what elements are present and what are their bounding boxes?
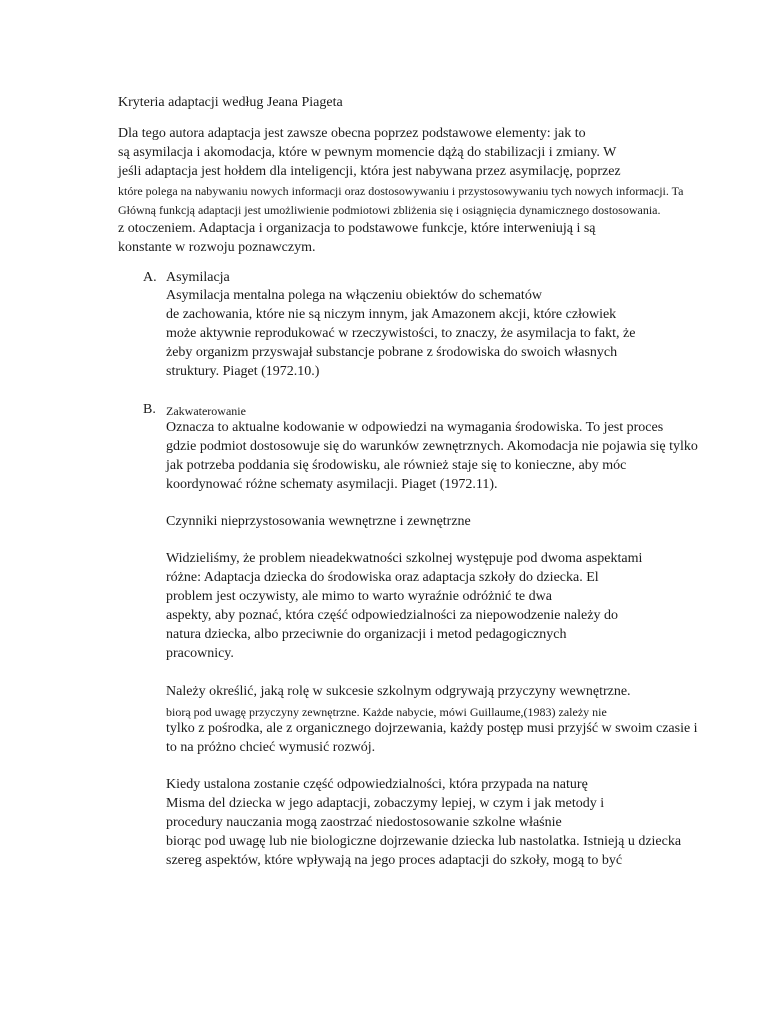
section-a-heading: Asymilacja xyxy=(166,270,230,285)
section-b-line: jak potrzeba poddania się środowisku, ale również staje się to konieczne, aby móc xyxy=(166,458,627,473)
paragraph-line: różne: Adaptacja dziecka do środowiska oraz adaptacja szkoły do dziecka. El xyxy=(166,570,599,585)
document-title: Kryteria adaptacji według Jeana Piageta xyxy=(118,95,343,110)
section-b-heading: Zakwaterowanie xyxy=(166,404,246,418)
section-b-line: gdzie podmiot dostosowuje się do warunków zewnętrznych. Akomodacja nie pojawia się tylko xyxy=(166,439,698,454)
section-a-line: Asymilacja mentalna polega na włączeniu obiektów do schematów xyxy=(166,288,542,303)
paragraph-line: Należy określić, jaką rolę w sukcesie szkolnym odgrywają przyczyny wewnętrzne. xyxy=(166,684,631,699)
intro-line: są asymilacja i akomodacja, które w pewnym momencie dążą do stabilizacji i zmiany. W xyxy=(118,145,617,160)
section-a-marker: A. xyxy=(143,270,157,285)
paragraph-line: Kiedy ustalona zostanie część odpowiedzialności, która przypada na naturę xyxy=(166,777,588,792)
intro-line: konstante w rozwoju poznawczym. xyxy=(118,240,316,255)
paragraph-line: Misma del dziecka w jego adaptacji, zobaczymy lepiej, w czym i jak metody i xyxy=(166,796,605,811)
intro-line: jeśli adaptacja jest hołdem dla inteligencji, która jest nabywana przez asymilację, poprzez xyxy=(118,164,621,179)
section-b-line: koordynować różne schematy asymilacji. Piaget (1972.11). xyxy=(166,477,498,492)
section-a-line: struktury. Piaget (1972.10.) xyxy=(166,364,320,379)
paragraph-line: problem jest oczywisty, ale mimo to warto wyraźnie odróżnić te dwa xyxy=(166,589,552,604)
paragraph-line: natura dziecka, albo przeciwnie do organizacji i metod pedagogicznych xyxy=(166,627,567,642)
paragraph-line: szereg aspektów, które wpływają na jego proces adaptacji do szkoły, mogą to być xyxy=(166,853,623,868)
section-b-line: Oznacza to aktualne kodowanie w odpowiedzi na wymagania środowiska. To jest proces xyxy=(166,420,664,435)
section-a-line: może aktywnie reprodukować w rzeczywistości, to znaczy, że asymilacja to fakt, że xyxy=(166,326,636,341)
paragraph-line: biorą pod uwagę przyczyny zewnętrzne. Każde nabycie, mówi Guillaume,(1983) zależy nie xyxy=(166,705,607,719)
paragraph-line: Widzieliśmy, że problem nieadekwatności szkolnej występuje pod dwoma aspektami xyxy=(166,551,643,566)
paragraph-line: biorąc pod uwagę lub nie biologiczne dojrzewanie dziecka lub nastolatka. Istnieją u dziecka xyxy=(166,834,682,849)
intro-line: Dla tego autora adaptacja jest zawsze obecna poprzez podstawowe elementy: jak to xyxy=(118,126,586,141)
intro-line: które polega na nabywaniu nowych informacji oraz dostosowywaniu i przystosowywaniu tych nowych informacji. Ta xyxy=(118,184,684,198)
subheading: Czynniki nieprzystosowania wewnętrzne i zewnętrzne xyxy=(166,514,471,529)
section-a-line: de zachowania, które nie są niczym innym, jak Amazonem akcji, które człowiek xyxy=(166,307,617,322)
paragraph-line: pracownicy. xyxy=(166,646,234,661)
paragraph-line: tylko z pośrodka, ale z organicznego dojrzewania, każdy postęp musi przyjść w swoim czasie i xyxy=(166,721,698,736)
section-b-marker: B. xyxy=(143,402,156,417)
paragraph-line: to na próżno chcieć wymusić rozwój. xyxy=(166,740,376,755)
paragraph-line: aspekty, aby poznać, która część odpowiedzialności za niepowodzenie należy do xyxy=(166,608,618,623)
paragraph-line: procedury nauczania mogą zaostrzać niedostosowanie szkolne właśnie xyxy=(166,815,562,830)
intro-line: Główną funkcją adaptacji jest umożliwienie podmiotowi zbliżenia się i osiągnięcia dynamicznego dostosowania. xyxy=(118,203,661,217)
section-a-line: żeby organizm przyswajał substancje pobrane z środowiska do swoich własnych xyxy=(166,345,618,360)
intro-line: z otoczeniem. Adaptacja i organizacja to podstawowe funkcje, które interweniują i są xyxy=(118,221,596,236)
